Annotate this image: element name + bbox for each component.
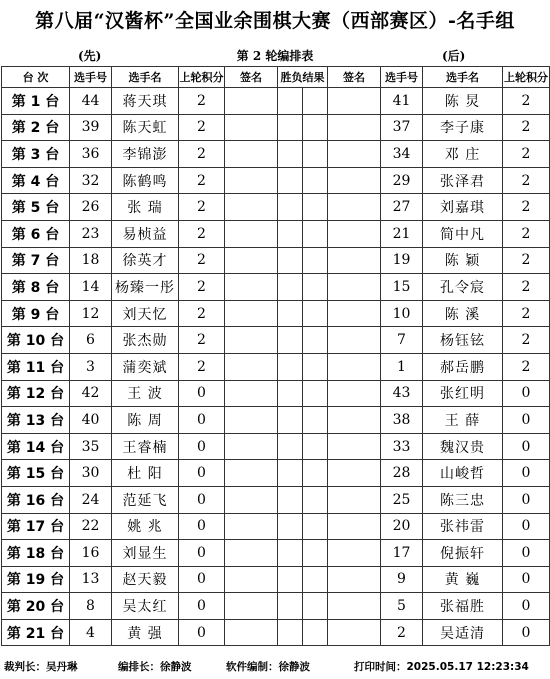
result-cell-right	[303, 486, 328, 513]
points-a: 0	[179, 593, 225, 620]
signature-a-cell	[225, 274, 278, 301]
points-a: 2	[179, 141, 225, 168]
points-b: 0	[503, 460, 550, 487]
player-number-a: 6	[70, 327, 112, 354]
player-name-b: 张福胜	[423, 593, 503, 620]
result-cell-right	[303, 619, 328, 646]
print-time-label: 打印时间：2025.05.17 12:23:34	[354, 661, 529, 673]
round-title: 第 2 轮编排表	[236, 49, 314, 63]
result-cell-right	[303, 141, 328, 168]
signature-b-cell	[328, 460, 381, 487]
board-cell: 第 10 台	[2, 327, 70, 354]
result-cell-left	[278, 460, 303, 487]
result-cell-left	[278, 619, 303, 646]
header-board: 台 次	[2, 67, 70, 88]
player-name-a: 蒲奕斌	[112, 353, 179, 380]
result-cell-left	[278, 486, 303, 513]
player-name-b: 陈 溪	[423, 300, 503, 327]
signature-a-cell	[225, 300, 278, 327]
player-name-a: 赵天毅	[112, 566, 179, 593]
subtitle-row	[0, 47, 550, 65]
points-b: 2	[503, 88, 550, 115]
table-row	[2, 88, 550, 115]
table-row	[2, 194, 550, 221]
points-a: 0	[179, 407, 225, 434]
result-cell-right	[303, 327, 328, 354]
board-cell: 第 1 台	[2, 88, 70, 115]
points-b: 2	[503, 114, 550, 141]
software-label: 软件编制：徐静波	[226, 661, 310, 673]
result-cell-right	[303, 380, 328, 407]
result-cell-right	[303, 247, 328, 274]
player-number-a: 36	[70, 141, 112, 168]
board-cell: 第 5 台	[2, 194, 70, 221]
points-b: 2	[503, 194, 550, 221]
player-number-b: 33	[381, 433, 423, 460]
header-player-number-a: 选手号	[70, 67, 112, 88]
table-row	[2, 513, 550, 540]
points-a: 0	[179, 460, 225, 487]
points-a: 2	[179, 88, 225, 115]
board-cell: 第 4 台	[2, 167, 70, 194]
result-cell-right	[303, 513, 328, 540]
player-number-a: 42	[70, 380, 112, 407]
page-title: 第八届“汉酱杯”全国业余围棋大赛（西部赛区）-名手组	[35, 10, 515, 32]
signature-b-cell	[328, 353, 381, 380]
player-name-a: 王睿楠	[112, 433, 179, 460]
header-points-b: 上轮积分	[503, 67, 550, 88]
result-cell-right	[303, 460, 328, 487]
player-number-a: 40	[70, 407, 112, 434]
table-row	[2, 380, 550, 407]
table-row	[2, 300, 550, 327]
points-b: 0	[503, 593, 550, 620]
signature-b-cell	[328, 194, 381, 221]
signature-a-cell	[225, 433, 278, 460]
board-cell: 第 19 台	[2, 566, 70, 593]
player-number-b: 37	[381, 114, 423, 141]
player-number-b: 29	[381, 167, 423, 194]
points-b: 2	[503, 247, 550, 274]
signature-b-cell	[328, 327, 381, 354]
signature-b-cell	[328, 88, 381, 115]
points-a: 2	[179, 327, 225, 354]
result-cell-right	[303, 566, 328, 593]
player-number-a: 8	[70, 593, 112, 620]
player-name-a: 陈 周	[112, 407, 179, 434]
signature-b-cell	[328, 433, 381, 460]
result-cell-left	[278, 114, 303, 141]
signature-b-cell	[328, 380, 381, 407]
player-number-b: 17	[381, 540, 423, 567]
board-cell: 第 3 台	[2, 141, 70, 168]
result-cell-left	[278, 513, 303, 540]
player-name-a: 陈天虹	[112, 114, 179, 141]
header-points-a: 上轮积分	[179, 67, 225, 88]
table-row	[2, 274, 550, 301]
signature-b-cell	[328, 486, 381, 513]
player-number-a: 13	[70, 566, 112, 593]
result-cell-left	[278, 380, 303, 407]
table-row	[2, 566, 550, 593]
points-b: 2	[503, 300, 550, 327]
player-name-a: 杜 阳	[112, 460, 179, 487]
player-name-b: 陈 颖	[423, 247, 503, 274]
player-number-a: 4	[70, 619, 112, 646]
result-cell-right	[303, 167, 328, 194]
board-cell: 第 16 台	[2, 486, 70, 513]
signature-a-cell	[225, 194, 278, 221]
points-a: 0	[179, 619, 225, 646]
points-b: 0	[503, 513, 550, 540]
signature-b-cell	[328, 247, 381, 274]
points-a: 0	[179, 566, 225, 593]
player-number-b: 7	[381, 327, 423, 354]
points-a: 0	[179, 513, 225, 540]
board-cell: 第 20 台	[2, 593, 70, 620]
player-number-b: 19	[381, 247, 423, 274]
result-cell-right	[303, 540, 328, 567]
signature-b-cell	[328, 619, 381, 646]
signature-a-cell	[225, 114, 278, 141]
player-name-a: 杨臻一彤	[112, 274, 179, 301]
signature-a-cell	[225, 540, 278, 567]
table-row	[2, 460, 550, 487]
player-number-b: 21	[381, 220, 423, 247]
second-move-label: (后)	[442, 49, 466, 63]
player-name-b: 王 薛	[423, 407, 503, 434]
result-cell-left	[278, 274, 303, 301]
board-cell: 第 6 台	[2, 220, 70, 247]
points-a: 0	[179, 433, 225, 460]
player-name-b: 山峻哲	[423, 460, 503, 487]
signature-b-cell	[328, 593, 381, 620]
points-b: 0	[503, 433, 550, 460]
first-move-label: (先)	[78, 49, 102, 63]
player-name-a: 张杰勋	[112, 327, 179, 354]
player-number-b: 2	[381, 619, 423, 646]
player-number-b: 28	[381, 460, 423, 487]
player-name-a: 张 瑞	[112, 194, 179, 221]
result-cell-right	[303, 220, 328, 247]
player-number-b: 10	[381, 300, 423, 327]
points-b: 2	[503, 167, 550, 194]
result-cell-left	[278, 593, 303, 620]
signature-a-cell	[225, 327, 278, 354]
header-signature-a: 签名	[225, 67, 278, 88]
player-name-a: 刘显生	[112, 540, 179, 567]
player-number-b: 34	[381, 141, 423, 168]
board-cell: 第 17 台	[2, 513, 70, 540]
signature-a-cell	[225, 619, 278, 646]
result-cell-left	[278, 194, 303, 221]
player-name-b: 孔令宸	[423, 274, 503, 301]
player-number-b: 1	[381, 353, 423, 380]
board-cell: 第 14 台	[2, 433, 70, 460]
signature-a-cell	[225, 167, 278, 194]
player-name-b: 陈 炅	[423, 88, 503, 115]
player-number-b: 9	[381, 566, 423, 593]
player-name-a: 王 波	[112, 380, 179, 407]
points-b: 0	[503, 380, 550, 407]
player-number-a: 22	[70, 513, 112, 540]
points-a: 2	[179, 247, 225, 274]
result-cell-right	[303, 300, 328, 327]
signature-a-cell	[225, 380, 278, 407]
result-cell-right	[303, 274, 328, 301]
player-name-b: 吴适清	[423, 619, 503, 646]
points-a: 2	[179, 274, 225, 301]
signature-a-cell	[225, 593, 278, 620]
result-cell-right	[303, 593, 328, 620]
player-number-a: 35	[70, 433, 112, 460]
player-number-a: 14	[70, 274, 112, 301]
points-b: 2	[503, 220, 550, 247]
table-row	[2, 141, 550, 168]
player-number-a: 18	[70, 247, 112, 274]
signature-b-cell	[328, 141, 381, 168]
player-number-b: 5	[381, 593, 423, 620]
player-name-b: 邓 庄	[423, 141, 503, 168]
player-name-b: 陈三忠	[423, 486, 503, 513]
player-name-b: 倪振轩	[423, 540, 503, 567]
signature-a-cell	[225, 407, 278, 434]
points-b: 0	[503, 486, 550, 513]
table-row	[2, 619, 550, 646]
header-player-name-b: 选手名	[423, 67, 503, 88]
player-name-b: 刘嘉琪	[423, 194, 503, 221]
result-cell-right	[303, 407, 328, 434]
result-cell-left	[278, 220, 303, 247]
table-row	[2, 593, 550, 620]
signature-b-cell	[328, 566, 381, 593]
player-name-a: 吴太红	[112, 593, 179, 620]
header-player-number-b: 选手号	[381, 67, 423, 88]
header-player-name-a: 选手名	[112, 67, 179, 88]
signature-a-cell	[225, 88, 278, 115]
points-b: 2	[503, 141, 550, 168]
result-cell-left	[278, 327, 303, 354]
signature-a-cell	[225, 513, 278, 540]
player-name-a: 陈鹤鸣	[112, 167, 179, 194]
player-name-a: 易桢益	[112, 220, 179, 247]
points-b: 0	[503, 619, 550, 646]
table-row	[2, 327, 550, 354]
points-a: 2	[179, 353, 225, 380]
board-cell: 第 7 台	[2, 247, 70, 274]
signature-a-cell	[225, 247, 278, 274]
points-b: 0	[503, 566, 550, 593]
signature-b-cell	[328, 513, 381, 540]
points-b: 0	[503, 407, 550, 434]
signature-a-cell	[225, 486, 278, 513]
player-name-a: 蒋天琪	[112, 88, 179, 115]
player-number-a: 39	[70, 114, 112, 141]
table-row	[2, 486, 550, 513]
board-cell: 第 9 台	[2, 300, 70, 327]
player-number-b: 20	[381, 513, 423, 540]
referee-label: 裁判长：吴丹琳	[4, 661, 78, 673]
player-number-a: 3	[70, 353, 112, 380]
player-number-a: 12	[70, 300, 112, 327]
player-name-b: 张泽君	[423, 167, 503, 194]
player-number-b: 43	[381, 380, 423, 407]
result-cell-left	[278, 540, 303, 567]
arranger-label: 编排长：徐静波	[118, 661, 192, 673]
player-name-b: 魏汉贵	[423, 433, 503, 460]
player-name-b: 黄 巍	[423, 566, 503, 593]
points-a: 2	[179, 114, 225, 141]
result-cell-right	[303, 88, 328, 115]
points-a: 0	[179, 540, 225, 567]
result-cell-left	[278, 167, 303, 194]
signature-b-cell	[328, 407, 381, 434]
board-cell: 第 8 台	[2, 274, 70, 301]
table-row	[2, 114, 550, 141]
signature-b-cell	[328, 114, 381, 141]
result-cell-left	[278, 88, 303, 115]
result-cell-right	[303, 114, 328, 141]
points-a: 0	[179, 380, 225, 407]
player-name-b: 简中凡	[423, 220, 503, 247]
player-name-b: 杨钰铉	[423, 327, 503, 354]
result-cell-left	[278, 141, 303, 168]
points-b: 0	[503, 540, 550, 567]
player-number-b: 41	[381, 88, 423, 115]
points-a: 2	[179, 220, 225, 247]
result-cell-left	[278, 247, 303, 274]
player-number-a: 23	[70, 220, 112, 247]
player-name-b: 郝岳鹏	[423, 353, 503, 380]
table-row	[2, 540, 550, 567]
points-b: 2	[503, 274, 550, 301]
result-cell-right	[303, 353, 328, 380]
signature-a-cell	[225, 566, 278, 593]
board-cell: 第 15 台	[2, 460, 70, 487]
table-row	[2, 407, 550, 434]
player-number-a: 30	[70, 460, 112, 487]
footer	[0, 659, 550, 675]
table-row	[2, 167, 550, 194]
table-row	[2, 353, 550, 380]
result-cell-left	[278, 407, 303, 434]
player-name-a: 刘天忆	[112, 300, 179, 327]
player-number-a: 32	[70, 167, 112, 194]
player-number-a: 16	[70, 540, 112, 567]
player-number-b: 27	[381, 194, 423, 221]
player-number-a: 44	[70, 88, 112, 115]
points-b: 2	[503, 353, 550, 380]
signature-b-cell	[328, 540, 381, 567]
table-row	[2, 433, 550, 460]
player-name-b: 张祎雷	[423, 513, 503, 540]
player-name-a: 黄 强	[112, 619, 179, 646]
player-number-a: 24	[70, 486, 112, 513]
board-cell: 第 21 台	[2, 619, 70, 646]
board-cell: 第 18 台	[2, 540, 70, 567]
signature-b-cell	[328, 220, 381, 247]
player-number-b: 38	[381, 407, 423, 434]
player-name-b: 张红明	[423, 380, 503, 407]
result-cell-left	[278, 433, 303, 460]
result-cell-right	[303, 433, 328, 460]
points-a: 2	[179, 300, 225, 327]
signature-a-cell	[225, 460, 278, 487]
player-name-a: 范延飞	[112, 486, 179, 513]
table-row	[2, 220, 550, 247]
points-a: 0	[179, 486, 225, 513]
header-result: 胜负结果	[278, 67, 328, 88]
signature-b-cell	[328, 300, 381, 327]
player-name-a: 徐英才	[112, 247, 179, 274]
player-name-a: 李锦澎	[112, 141, 179, 168]
points-a: 2	[179, 167, 225, 194]
player-name-b: 李子康	[423, 114, 503, 141]
result-cell-left	[278, 566, 303, 593]
board-cell: 第 13 台	[2, 407, 70, 434]
signature-a-cell	[225, 141, 278, 168]
board-cell: 第 12 台	[2, 380, 70, 407]
table-row	[2, 247, 550, 274]
player-name-a: 姚 兆	[112, 513, 179, 540]
points-b: 2	[503, 327, 550, 354]
board-cell: 第 11 台	[2, 353, 70, 380]
table-header-row	[2, 67, 550, 88]
result-cell-left	[278, 300, 303, 327]
signature-a-cell	[225, 353, 278, 380]
board-cell: 第 2 台	[2, 114, 70, 141]
player-number-b: 15	[381, 274, 423, 301]
result-cell-left	[278, 353, 303, 380]
signature-b-cell	[328, 167, 381, 194]
signature-b-cell	[328, 274, 381, 301]
player-number-b: 25	[381, 486, 423, 513]
header-signature-b: 签名	[328, 67, 381, 88]
points-a: 2	[179, 194, 225, 221]
player-number-a: 26	[70, 194, 112, 221]
signature-a-cell	[225, 220, 278, 247]
result-cell-right	[303, 194, 328, 221]
pairing-table	[1, 66, 550, 646]
